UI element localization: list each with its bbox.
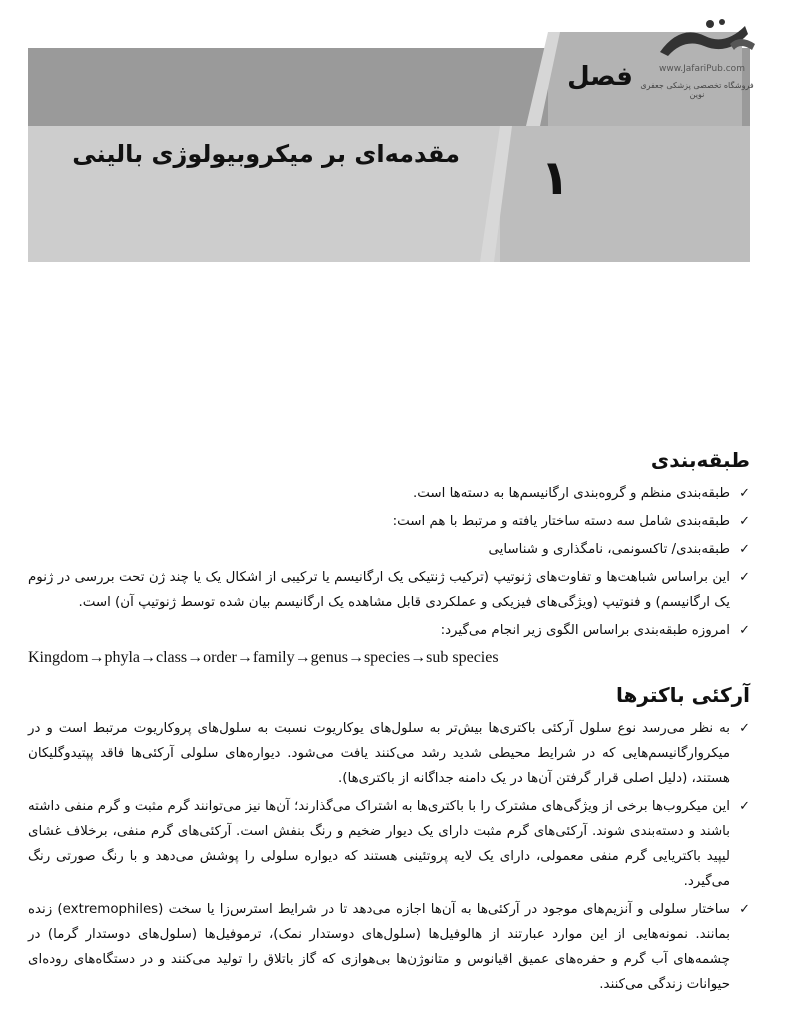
section-heading: آرکئی باکترها bbox=[616, 683, 750, 707]
section-archaebacteria bbox=[28, 680, 750, 997]
section-classification bbox=[28, 445, 750, 670]
list-item bbox=[28, 537, 750, 562]
logo-mark-icon bbox=[630, 14, 770, 64]
list-item bbox=[28, 618, 750, 643]
list-item-text: طبقه‌بندی/ تاکسونمی، نامگذاری و شناسایی bbox=[488, 542, 730, 557]
list-item bbox=[28, 794, 750, 894]
checkmark-icon: ✓ bbox=[739, 486, 750, 501]
list-item-text: این میکروب‌ها برخی از ویژگی‌های مشترک را با باکتری‌ها به اشتراک می‌گذارند؛ آن‌ها نیز می‌توانند گرم مثبت و گرم منفی داشته باشند و دسته‌بندی شوند. آرکئی‌های گرم مثبت دارای یک دیوار ضخیم و رنگ بنفش است. آرکئی‌های گرم منفی، برخلاف غشای لیپید باکتریایی گرم منفی معمولی، دارای یک لایه پروتئینی هستند که دیواره سلولی را پوشش می‌دهد و با رنگ صورتی رنگ می‌گیرد. bbox=[28, 799, 730, 889]
section-heading: طبقه‌بندی bbox=[650, 448, 750, 472]
list-item bbox=[28, 565, 750, 615]
checkmark-icon: ✓ bbox=[739, 570, 750, 585]
taxonomy-formula: Kingdom→phyla→class→order→family→genus→species→sub species bbox=[28, 649, 499, 666]
checkmark-icon: ✓ bbox=[739, 623, 750, 638]
list-item-text: این براساس شباهت‌ها و تفاوت‌های ژنوتیپ (ترکیب ژنتیکی یک ارگانیسم یا ترکیبی از اشکال یک یا چند ژن تحت بررسی در ژنوم یک ارگانیسم) و فنوتیپ (ویژگی‌های فیزیکی و عملکردی قابل مشاهده یک ارگانیسم بیان شده توسط ژنوتیپ آن) است. bbox=[28, 570, 730, 610]
list-item-text: طبقه‌بندی منظم و گروه‌بندی ارگانیسم‌ها به دسته‌ها است. bbox=[412, 486, 730, 501]
list-item-text: طبقه‌بندی شامل سه دسته ساختار یافته و مرتبط با هم است: bbox=[392, 514, 730, 529]
chapter-word: فصل bbox=[567, 62, 633, 92]
list-item bbox=[28, 897, 750, 997]
page-content bbox=[28, 445, 750, 1000]
checkmark-icon: ✓ bbox=[739, 799, 750, 814]
chapter-header bbox=[0, 0, 788, 270]
list-item bbox=[28, 481, 750, 506]
list-item-text: به نظر می‌رسد نوع سلول آرکئی باکتری‌ها بیش‌تر به سلول‌های یوکاریوت نسبت به سلول‌های پروکاریوت مرتبط است و در میکروارگانیسم‌هایی که در شرایط محیطی شدید رشد می‌کنند یافت می‌شود. دیواره‌های سلولی آرکئی‌ها فاقد پپتیدوگلیکان هستند، (دلیل اصلی قرار گرفتن آن‌ها در یک دامنه جداگانه از باکتری‌ها). bbox=[28, 721, 730, 786]
logo-url: www.JafariPub.com bbox=[659, 64, 745, 74]
list-item bbox=[28, 716, 750, 791]
list-item-text: ساختار سلولی و آنزیم‌های موجود در آرکئی‌ها به آن‌ها اجازه می‌دهد تا در شرایط استرس‌زا یا سخت (extremophiles) زنده بمانند. نمونه‌هایی از این موارد عبارتند از هالوفیل‌ها (سلول‌های دوستدار نمک)، ترموفیل‌ها (سلول‌های دوستدار گرما) در چشمه‌های آب گرم و حفره‌های عمیق اقیانوس و متانوژن‌ها بی‌هوازی که گاز باتلاق را تولید می‌کنند و در دستگاه‌های روده‌ای حیوانات زندگی می‌کنند. bbox=[28, 902, 730, 992]
chapter-title: مقدمه‌ای بر میکروبیولوژی بالینی bbox=[72, 140, 460, 168]
checkmark-icon: ✓ bbox=[739, 542, 750, 557]
checkmark-icon: ✓ bbox=[739, 514, 750, 529]
logo-caption: فروشگاه تخصصی پزشکی جعفری نوین bbox=[640, 81, 754, 99]
bullet-list bbox=[28, 716, 750, 997]
list-item-text: امروزه طبقه‌بندی براساس الگوی زیر انجام می‌گیرد: bbox=[440, 623, 730, 638]
chapter-number: ۱ bbox=[540, 150, 570, 206]
list-item bbox=[28, 509, 750, 534]
bullet-list bbox=[28, 481, 750, 643]
checkmark-icon: ✓ bbox=[739, 902, 750, 917]
checkmark-icon: ✓ bbox=[739, 721, 750, 736]
